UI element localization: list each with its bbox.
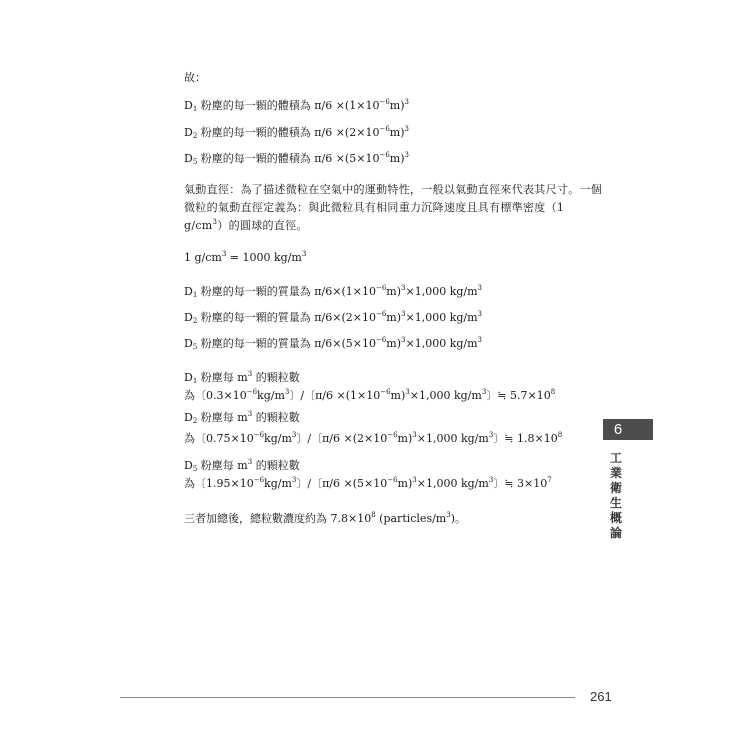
formula-line: $D_2$ 粉塵的每一顆的體積為 $\pi/6 \times(2\times 10^{-6}m)^3$ — [184, 125, 409, 140]
formula-line: $D_5$ 粉塵的每一顆的質量為 $\pi/6\times(5\times 10^{-6}m)^3\times 1,000$ $kg/m^3$ — [184, 336, 483, 351]
formula-line: 為〔$1.95\times 10^{-6}kg/m^3$〕/〔$\pi/6 \times(5\times 10^{-6}m)^3\times 1,000$ $kg/m^3$〕≒ $3\times 10^7$ — [184, 476, 552, 490]
formula-line: 為〔$0.3\times 10^{-6}kg/m^3$〕/〔$\pi/6 \times(1\times 10^{-6}m)^3\times 1,000$ $kg/m^3$〕≒ $5.7\times 10^8$ — [184, 388, 556, 402]
formula-line: 1 $g/cm^3 = 1000$ $kg/m^3$ — [184, 250, 307, 264]
formula-line: $D_1$ 粉塵的每一顆的體積為 $\pi/6 \times(1\times 10^{-6}m)^3$ — [184, 98, 409, 113]
subheading-line: $D_5$ 粉塵每 $m^3$ 的顆粒數 — [184, 458, 300, 473]
text-line: 故： — [184, 71, 206, 84]
formula-line: 為〔$0.75\times 10^{-6}kg/m^3$〕/〔$\pi/6 \times(2\times 10^{-6}m)^3\times 1,000$ $kg/m^3$〕≒ $1.8\times 10^8$ — [184, 431, 563, 445]
chapter-number: 6 — [613, 421, 623, 438]
summary-line: 三者加總後，總粒數濃度約為 $7.8\times 10^8$ $(particles/m^3)$。 — [184, 511, 466, 525]
chapter-title: 工業衛生概論 — [610, 451, 623, 540]
page-number: 261 — [590, 689, 612, 704]
formula-line: $D_2$ 粉塵的每一顆的質量為 $\pi/6\times(2\times 10^{-6}m)^3\times 1,000$ $kg/m^3$ — [184, 310, 483, 325]
subheading-line: $D_2$ 粉塵每 $m^3$ 的顆粒數 — [184, 410, 300, 425]
footer-rule — [120, 697, 575, 698]
definition-paragraph: 氣動直徑：為了描述微粒在空氣中的運動特性，一般以氣動直徑來代表其尺寸。一個微粒的氣動直徑定義為：與此微粒具有相同重力沉降速度且具有標準密度（1 $g/cm^3$）的圓球的直徑。 — [184, 183, 603, 232]
formula-line: $D_1$ 粉塵的每一顆的質量為 $\pi/6\times(1\times 10^{-6}m)^3\times 1,000$ $kg/m^3$ — [184, 284, 483, 299]
subheading-line: $D_1$ 粉塵每 $m^3$ 的顆粒數 — [184, 370, 300, 385]
formula-line: $D_5$ 粉塵的每一顆的體積為 $\pi/6 \times(5\times 10^{-6}m)^3$ — [184, 151, 409, 166]
